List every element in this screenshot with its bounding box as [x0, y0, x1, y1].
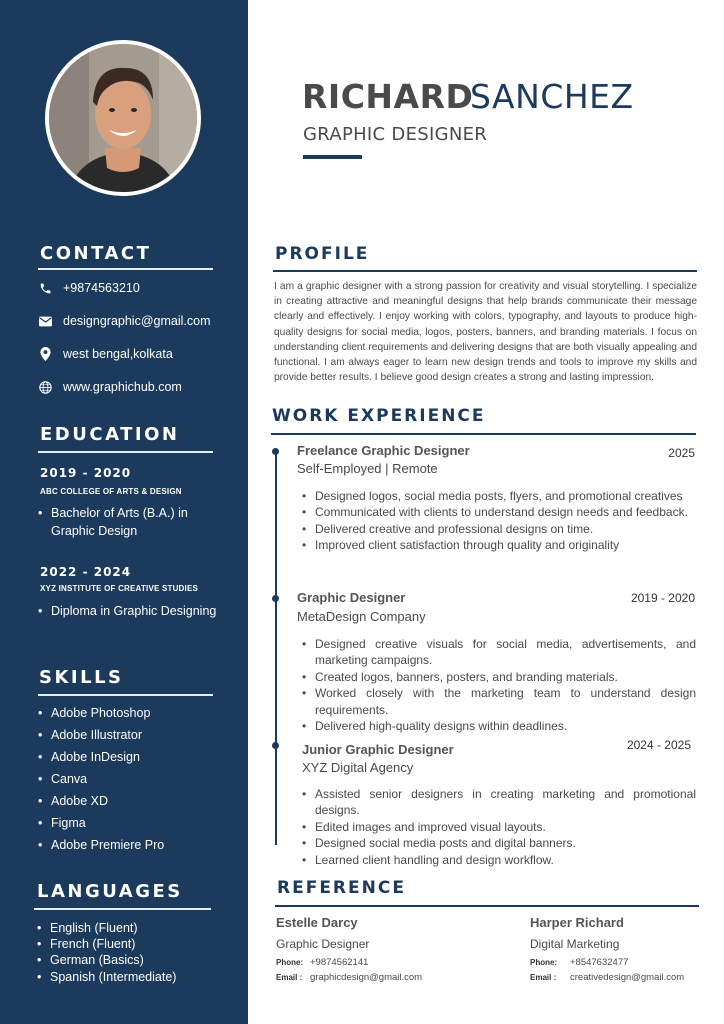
skills-heading: SKILLS: [39, 667, 124, 688]
reference-email-label: Email :: [530, 973, 557, 982]
skills-divider: [38, 694, 213, 696]
skill-item: • Adobe InDesign: [51, 748, 140, 766]
reference-divider: [275, 905, 699, 907]
job-title: GRAPHIC DESIGNER: [303, 124, 488, 145]
sidebar: [0, 0, 248, 1024]
contact-location-text: west bengal,kolkata: [63, 347, 173, 361]
timeline-dot: [272, 448, 279, 455]
job-role: Graphic Designer: [297, 590, 406, 605]
job-bullet: • Assisted senior designers in creating marketing and promotional designs.: [315, 786, 696, 819]
contact-email: [38, 314, 210, 328]
contact-website: [38, 380, 182, 394]
language-item: • French (Fluent): [50, 935, 135, 953]
job-bullet: • Delivered creative and professional designs on time.: [315, 521, 696, 537]
profile-photo: [49, 44, 197, 192]
contact-divider: [38, 268, 213, 270]
reference-email: graphicdesign@gmail.com: [310, 972, 423, 983]
profile-text: I am a graphic designer with a strong passion for creativity and visual storytelling. I specialize in creating attractive and meaningful designs that help brands communicate their message clearly and effectively. I enjoy working with colors, typography, and layouts to produce high-quality designs for social media, logos, posters, banners, and branding materials. I focus on understanding client requirements and delivering designs that are both visually appealing and functional. I am always eager to learn new design trends and tools to improve my skills and provide better results. I believe good design creates a strong and lasting impression.: [274, 281, 697, 384]
job-bullet: • Worked closely with the marketing team to understand design requirements.: [315, 685, 696, 718]
profile-heading: PROFILE: [275, 244, 370, 264]
reference-email-label: Email :: [276, 973, 303, 982]
job-bullets: [315, 488, 696, 554]
reference-name: Harper Richard: [530, 915, 624, 930]
contact-phone: [38, 281, 140, 295]
name-first: RICHARD: [302, 77, 474, 116]
job-company: MetaDesign Company: [297, 609, 426, 624]
experience-timeline: [275, 452, 277, 845]
mail-icon: [38, 314, 52, 328]
education-school: ABC COLLEGE OF ARTS & DESIGN: [40, 487, 182, 496]
globe-icon: [38, 380, 52, 394]
profile-photo-frame: [45, 40, 201, 196]
reference-phone: +8547632477: [570, 957, 629, 968]
reference-role: Digital Marketing: [530, 937, 620, 951]
reference-email: creativedesign@gmail.com: [570, 972, 685, 983]
job-date: 2019 - 2020: [630, 591, 695, 605]
job-role: Junior Graphic Designer: [302, 742, 454, 757]
language-item: • English (Fluent): [50, 919, 138, 937]
language-item: • Spanish (Intermediate): [50, 968, 176, 986]
job-role: Freelance Graphic Designer: [297, 443, 470, 458]
contact-phone-text: +9874563210: [63, 281, 140, 295]
job-date: 2024 - 2025: [626, 738, 691, 752]
language-item: • German (Basics): [50, 951, 144, 969]
reference-phone: +9874562141: [310, 957, 369, 968]
skill-item: • Adobe Illustrator: [51, 726, 142, 744]
education-years: 2019 - 2020: [40, 466, 132, 480]
experience-heading: WORK EXPERIENCE: [272, 406, 486, 426]
experience-divider: [271, 433, 696, 435]
location-pin-icon: [38, 347, 52, 361]
contact-website-text: www.graphichub.com: [63, 380, 182, 394]
name-last: SANCHEZ: [470, 77, 634, 116]
timeline-dot: [272, 742, 279, 749]
languages-heading: LANGUAGES: [37, 881, 183, 902]
education-divider: [38, 451, 213, 453]
education-years: 2022 - 2024: [40, 565, 132, 579]
job-bullet: • Communicated with clients to understand design needs and feedback.: [315, 504, 696, 520]
job-date: 2025: [668, 446, 695, 460]
skill-item: • Adobe XD: [51, 792, 108, 810]
skill-item: • Figma: [51, 814, 86, 832]
skill-item: • Adobe Photoshop: [51, 704, 150, 722]
job-bullet: • Designed creative visuals for social media, advertisements, and marketing campaigns.: [315, 636, 696, 669]
job-bullet: • Delivered high-quality designs within deadlines.: [315, 718, 696, 734]
job-bullet: • Designed social media posts and digital banners.: [315, 835, 696, 851]
reference-name: Estelle Darcy: [276, 915, 358, 930]
skill-item: • Canva: [51, 770, 87, 788]
job-bullet: • Learned client handling and design workflow.: [315, 852, 696, 868]
job-company: XYZ Digital Agency: [302, 760, 414, 775]
contact-email-text: designgraphic@gmail.com: [63, 314, 211, 328]
reference-phone-label: Phone:: [530, 958, 558, 967]
education-school: XYZ INSTITUTE OF CREATIVE STUDIES: [40, 584, 199, 593]
job-company: Self-Employed | Remote: [297, 461, 438, 476]
languages-divider: [34, 908, 211, 910]
education-heading: EDUCATION: [40, 424, 180, 445]
reference-phone-label: Phone:: [276, 958, 304, 967]
job-bullet: • Improved client satisfaction through quality and originality: [315, 537, 696, 553]
job-bullets: [315, 636, 696, 734]
job-bullets: [315, 786, 696, 868]
contact-heading: CONTACT: [40, 243, 152, 264]
education-degree: • Bachelor of Arts (B.A.) in Graphic Design: [51, 504, 211, 540]
job-bullet: • Created logos, banners, posters, and branding materials.: [315, 669, 696, 685]
job-bullet: • Designed logos, social media posts, flyers, and promotional creatives: [315, 488, 696, 504]
timeline-dot: [272, 595, 279, 602]
education-degree: • Diploma in Graphic Designing: [51, 602, 221, 620]
phone-icon: [38, 281, 52, 295]
contact-location: [38, 347, 173, 361]
reference-role: Graphic Designer: [276, 937, 370, 951]
job-bullet: • Edited images and improved visual layouts.: [315, 819, 696, 835]
title-underline: [303, 155, 362, 159]
profile-divider: [273, 270, 697, 272]
skill-item: • Adobe Premiere Pro: [51, 836, 164, 854]
reference-heading: REFERENCE: [277, 878, 406, 898]
